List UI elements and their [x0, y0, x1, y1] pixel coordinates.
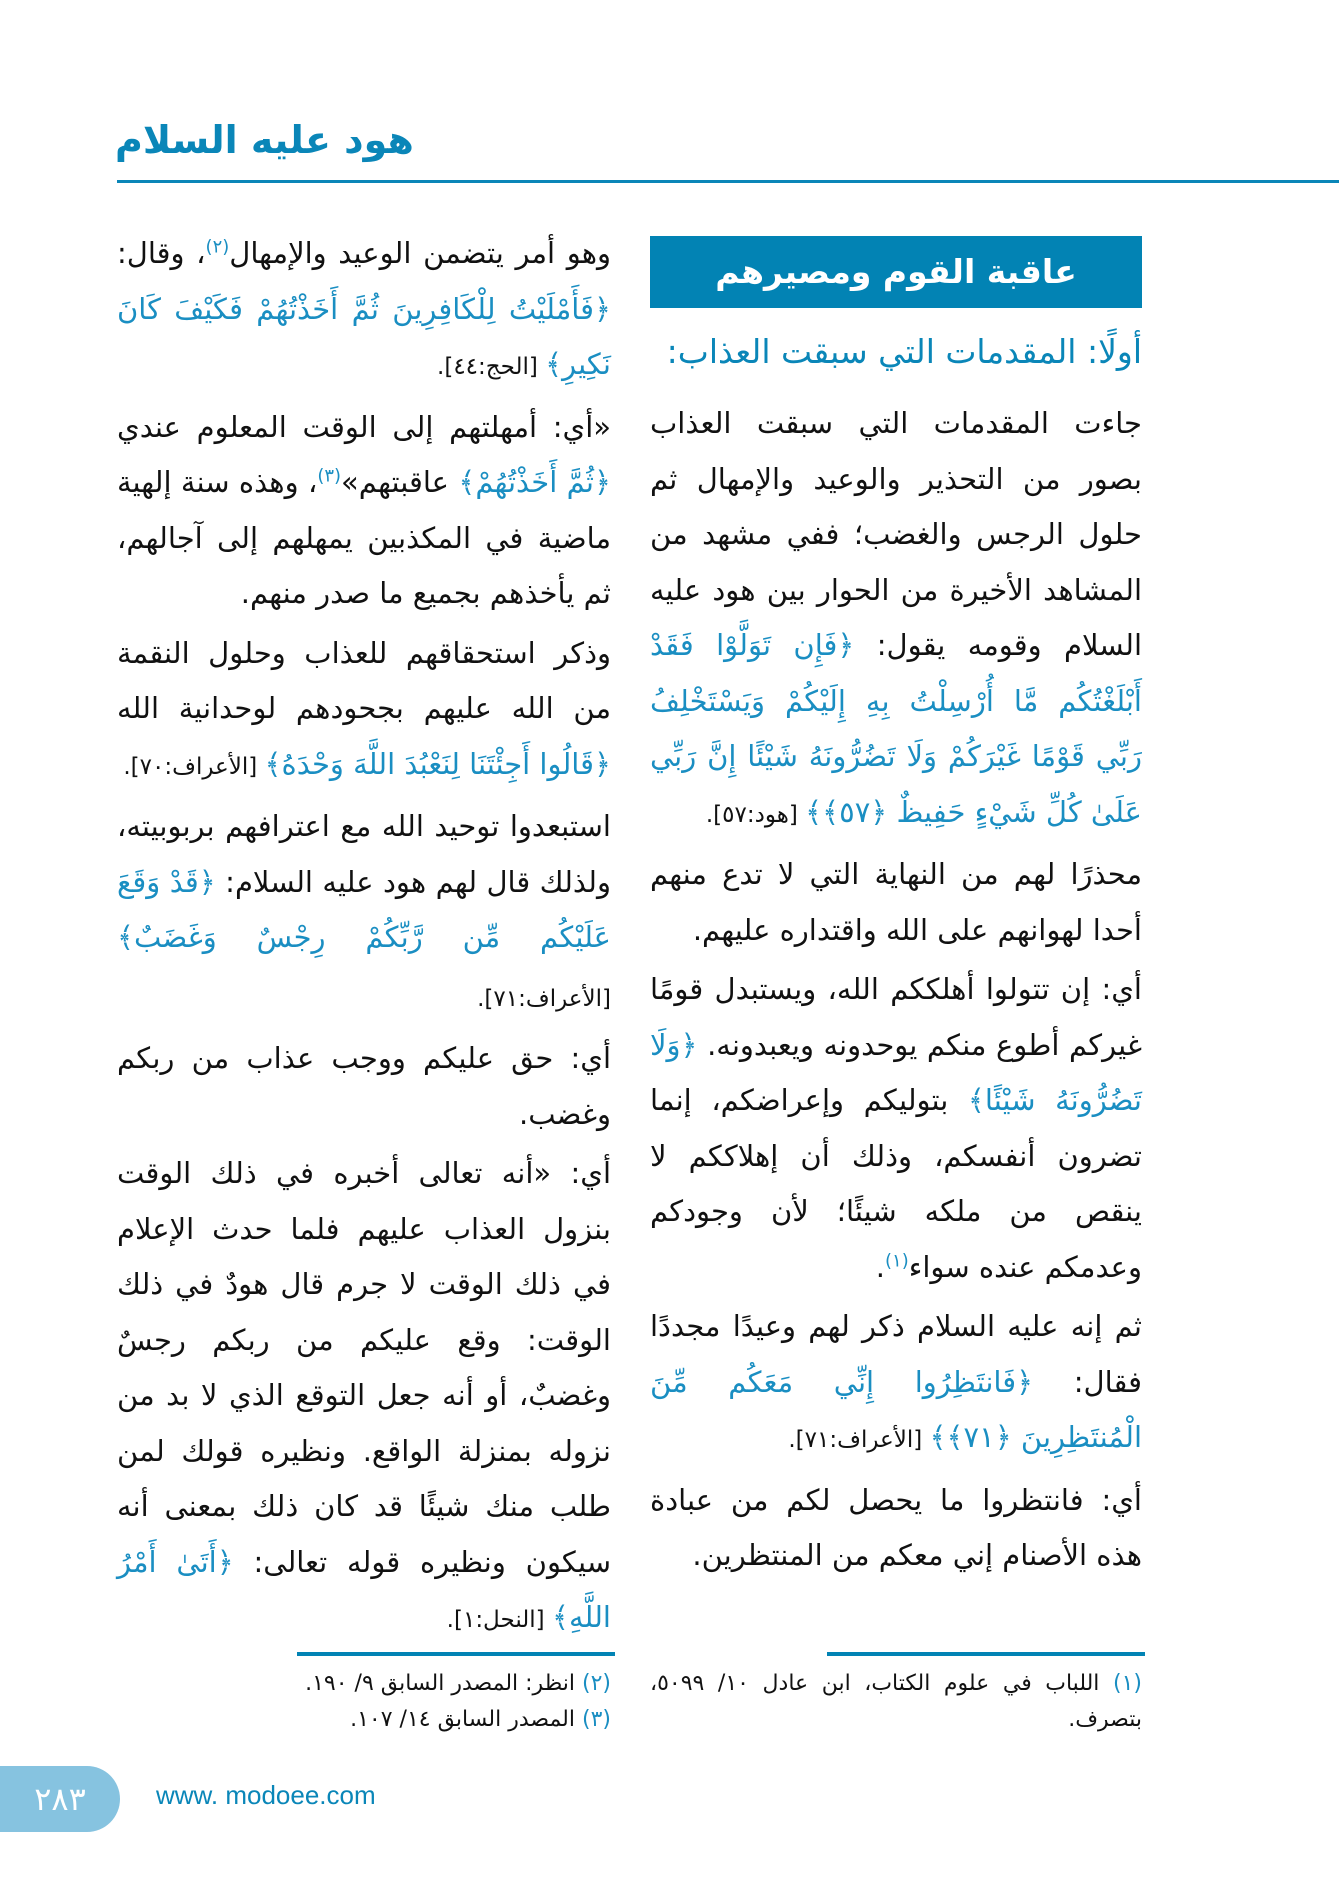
footnote-text: المصدر السابق ١٤/ ١٠٧. [350, 1707, 575, 1732]
paragraph [117, 626, 611, 796]
quran-verse: ﴿فَانتَظِرُوا إِنِّي مَعَكُم مِّنَ الْمُنتَظِرِينَ ﴿٧١﴾﴾ [650, 1364, 1142, 1454]
quran-verse: ﴿وَلَا تَضُرُّونَهُ شَيْئًا﴾ [650, 1027, 1142, 1117]
paragraph-text: محذرًا لهم من النهاية التي لا تدع منهم أحدا لهوانهم على الله واقتداره عليهم. [650, 857, 1142, 947]
left-body [117, 226, 611, 1649]
paragraph-text: . [875, 1249, 885, 1284]
header-divider [117, 180, 1339, 183]
paragraph-text: أي: فانتظروا ما يحصل لكم من عبادة هذه الأصنام إني معكم من المنتظرين. [650, 1482, 1142, 1572]
section-banner: عاقبة القوم ومصيرهم [650, 236, 1142, 308]
paragraph [117, 226, 611, 396]
footnotes-left [117, 1666, 611, 1738]
paragraph-text: أي: «أنه تعالى أخبره في ذلك الوقت بنزول العذاب عليهم فلما حدث الإعلام في ذلك الوقت لا جرم قال هودٌ في ذلك الوقت: وقع عليكم من ربكم رجسٌ وغضبٌ، أو أنه جعل التوقع الذي لا بد من نزوله بمنزلة الواقع. ونظيره قولك لمن طلب منك شيئًا قد كان ذلك بمعنى أنه سيكون ونظيره قوله تعالى: [117, 1156, 611, 1579]
paragraph-text: ثم إنه عليه السلام ذكر لهم وعيدًا مجددًا فقال: [650, 1309, 1142, 1399]
paragraph-text: ، وقال: [117, 236, 206, 270]
verse-reference: [الأعراف:٧١]. [788, 1427, 930, 1453]
footnote [650, 1666, 1142, 1738]
paragraph [650, 1473, 1142, 1584]
paragraph-text: بتوليكم وإعراضكم، إنما تضرون أنفسكم، وذلك أن إهلاككم لا ينقص من ملكه شيئًا؛ لأن وجودكم وعدمكم عنده سواء [650, 1083, 1142, 1284]
footnote [117, 1666, 611, 1702]
footnote-number: (١) [1112, 1671, 1142, 1696]
verse-reference: [الأعراف:٧١]. [477, 985, 611, 1012]
paragraph-text: ، وهذه سنة إلهية ماضية في المكذبين يمهلهم إلى آجالهم، ثم يأخذهم بجميع ما صدر منهم. [117, 465, 611, 610]
paragraph [650, 396, 1142, 843]
paragraph [117, 1031, 611, 1142]
right-column [650, 236, 1142, 1588]
paragraph-text: «أي: أمهلتهم إلى الوقت المعلوم عندي [117, 409, 611, 444]
subheading: أولًا: المقدمات التي سبقت العذاب: [666, 332, 1142, 371]
chapter-title: هود عليه السلام [115, 118, 414, 162]
quran-verse: ﴿ثُمَّ أَخَذْتُهُمْ﴾ [458, 465, 611, 499]
footnote-number: (٢) [581, 1671, 611, 1696]
paragraph [650, 962, 1142, 1295]
paragraph [117, 799, 611, 1027]
right-body [650, 396, 1142, 1584]
left-column [117, 226, 611, 1653]
footnote-text: انظر: المصدر السابق ٩/ ١٩٠. [305, 1671, 575, 1696]
paragraph-text: أي: إن تتولوا أهلككم الله، ويستبدل قومًا غيركم أطوع منكم يوحدونه ويعبدونه. [650, 972, 1142, 1062]
footnote-divider-left [297, 1652, 615, 1656]
footnote-marker: (١) [885, 1249, 909, 1271]
website-link[interactable]: www. modoee.com [156, 1780, 376, 1810]
paragraph-text: استبعدوا توحيد الله مع اعترافهم بربوبيته، ولذلك قال لهم هود عليه السلام: [117, 809, 611, 899]
quran-verse: ﴿قَالُوا أَجِئْتَنَا لِنَعْبُدَ اللَّهَ وَحْدَهُ﴾ [264, 746, 611, 781]
paragraph [650, 1299, 1142, 1469]
paragraph [117, 1146, 611, 1649]
paragraph-text: جاءت المقدمات التي سبقت العذاب بصور من التحذير والوعيد والإمهال ثم حلول الرجس والغضب؛ ففي مشهد من المشاهد الأخيرة من الحوار بين هود عليه السلام وقومه يقول: [650, 406, 1143, 662]
paragraph-text: وهو أمر يتضمن الوعيد والإمهال [229, 236, 611, 270]
quran-verse: ﴿قَدْ وَقَعَ عَلَيْكُم مِّن رَّبِّكُمْ رِجْسٌ وَغَضَبٌ﴾ [117, 864, 611, 954]
verse-reference: [الحج:٤٤]. [437, 354, 546, 380]
footnote-marker: (٣) [317, 465, 342, 487]
verse-reference: [هود:٥٧]. [705, 801, 806, 828]
footnote-marker: (٢) [205, 236, 230, 258]
page-number: ٢٨٣ [0, 1766, 120, 1832]
verse-reference: [الأعراف:٧٠]. [123, 753, 265, 780]
footnote [117, 1702, 611, 1738]
paragraph [117, 400, 611, 622]
verse-reference: [النحل:١]. [446, 1607, 552, 1633]
footnote-text: اللباب في علوم الكتاب، ابن عادل ١٠/ ٥٠٩٩، بتصرف. [650, 1671, 1142, 1732]
paragraph-text: أي: حق عليكم ووجب عذاب من ربكم وغضب. [117, 1041, 611, 1131]
footnote-number: (٣) [581, 1707, 611, 1732]
paragraph [650, 847, 1142, 958]
paragraph-text: عاقبتهم» [341, 465, 459, 499]
quran-verse: ﴿فَأَمْلَيْتُ لِلْكَافِرِينَ ثُمَّ أَخَذْتُهُمْ فَكَيْفَ كَانَ نَكِيرِ﴾ [117, 291, 611, 381]
footnotes-right [650, 1666, 1142, 1738]
paragraph-text: وذكر استحقاقهم للعذاب وحلول النقمة من الله عليهم بجحودهم لوحدانية الله [117, 635, 611, 725]
quran-verse: ﴿أَتَىٰ أَمْرُ اللَّهِ﴾ [117, 1544, 611, 1634]
quran-verse: ﴿فَإِن تَوَلَّوْا فَقَدْ أَبْلَغْتُكُم مَّا أُرْسِلْتُ بِهِ إِلَيْكُمْ وَيَسْتَخْلِفُ رَبِّي قَوْمًا غَيْرَكُمْ وَلَا تَضُرُّونَهُ شَيْئًا إِنَّ رَبِّي عَلَىٰ كُلِّ شَيْءٍ حَفِيظٌ ﴿٥٧﴾﴾ [650, 628, 1142, 829]
footnote-divider-right [827, 1652, 1145, 1656]
